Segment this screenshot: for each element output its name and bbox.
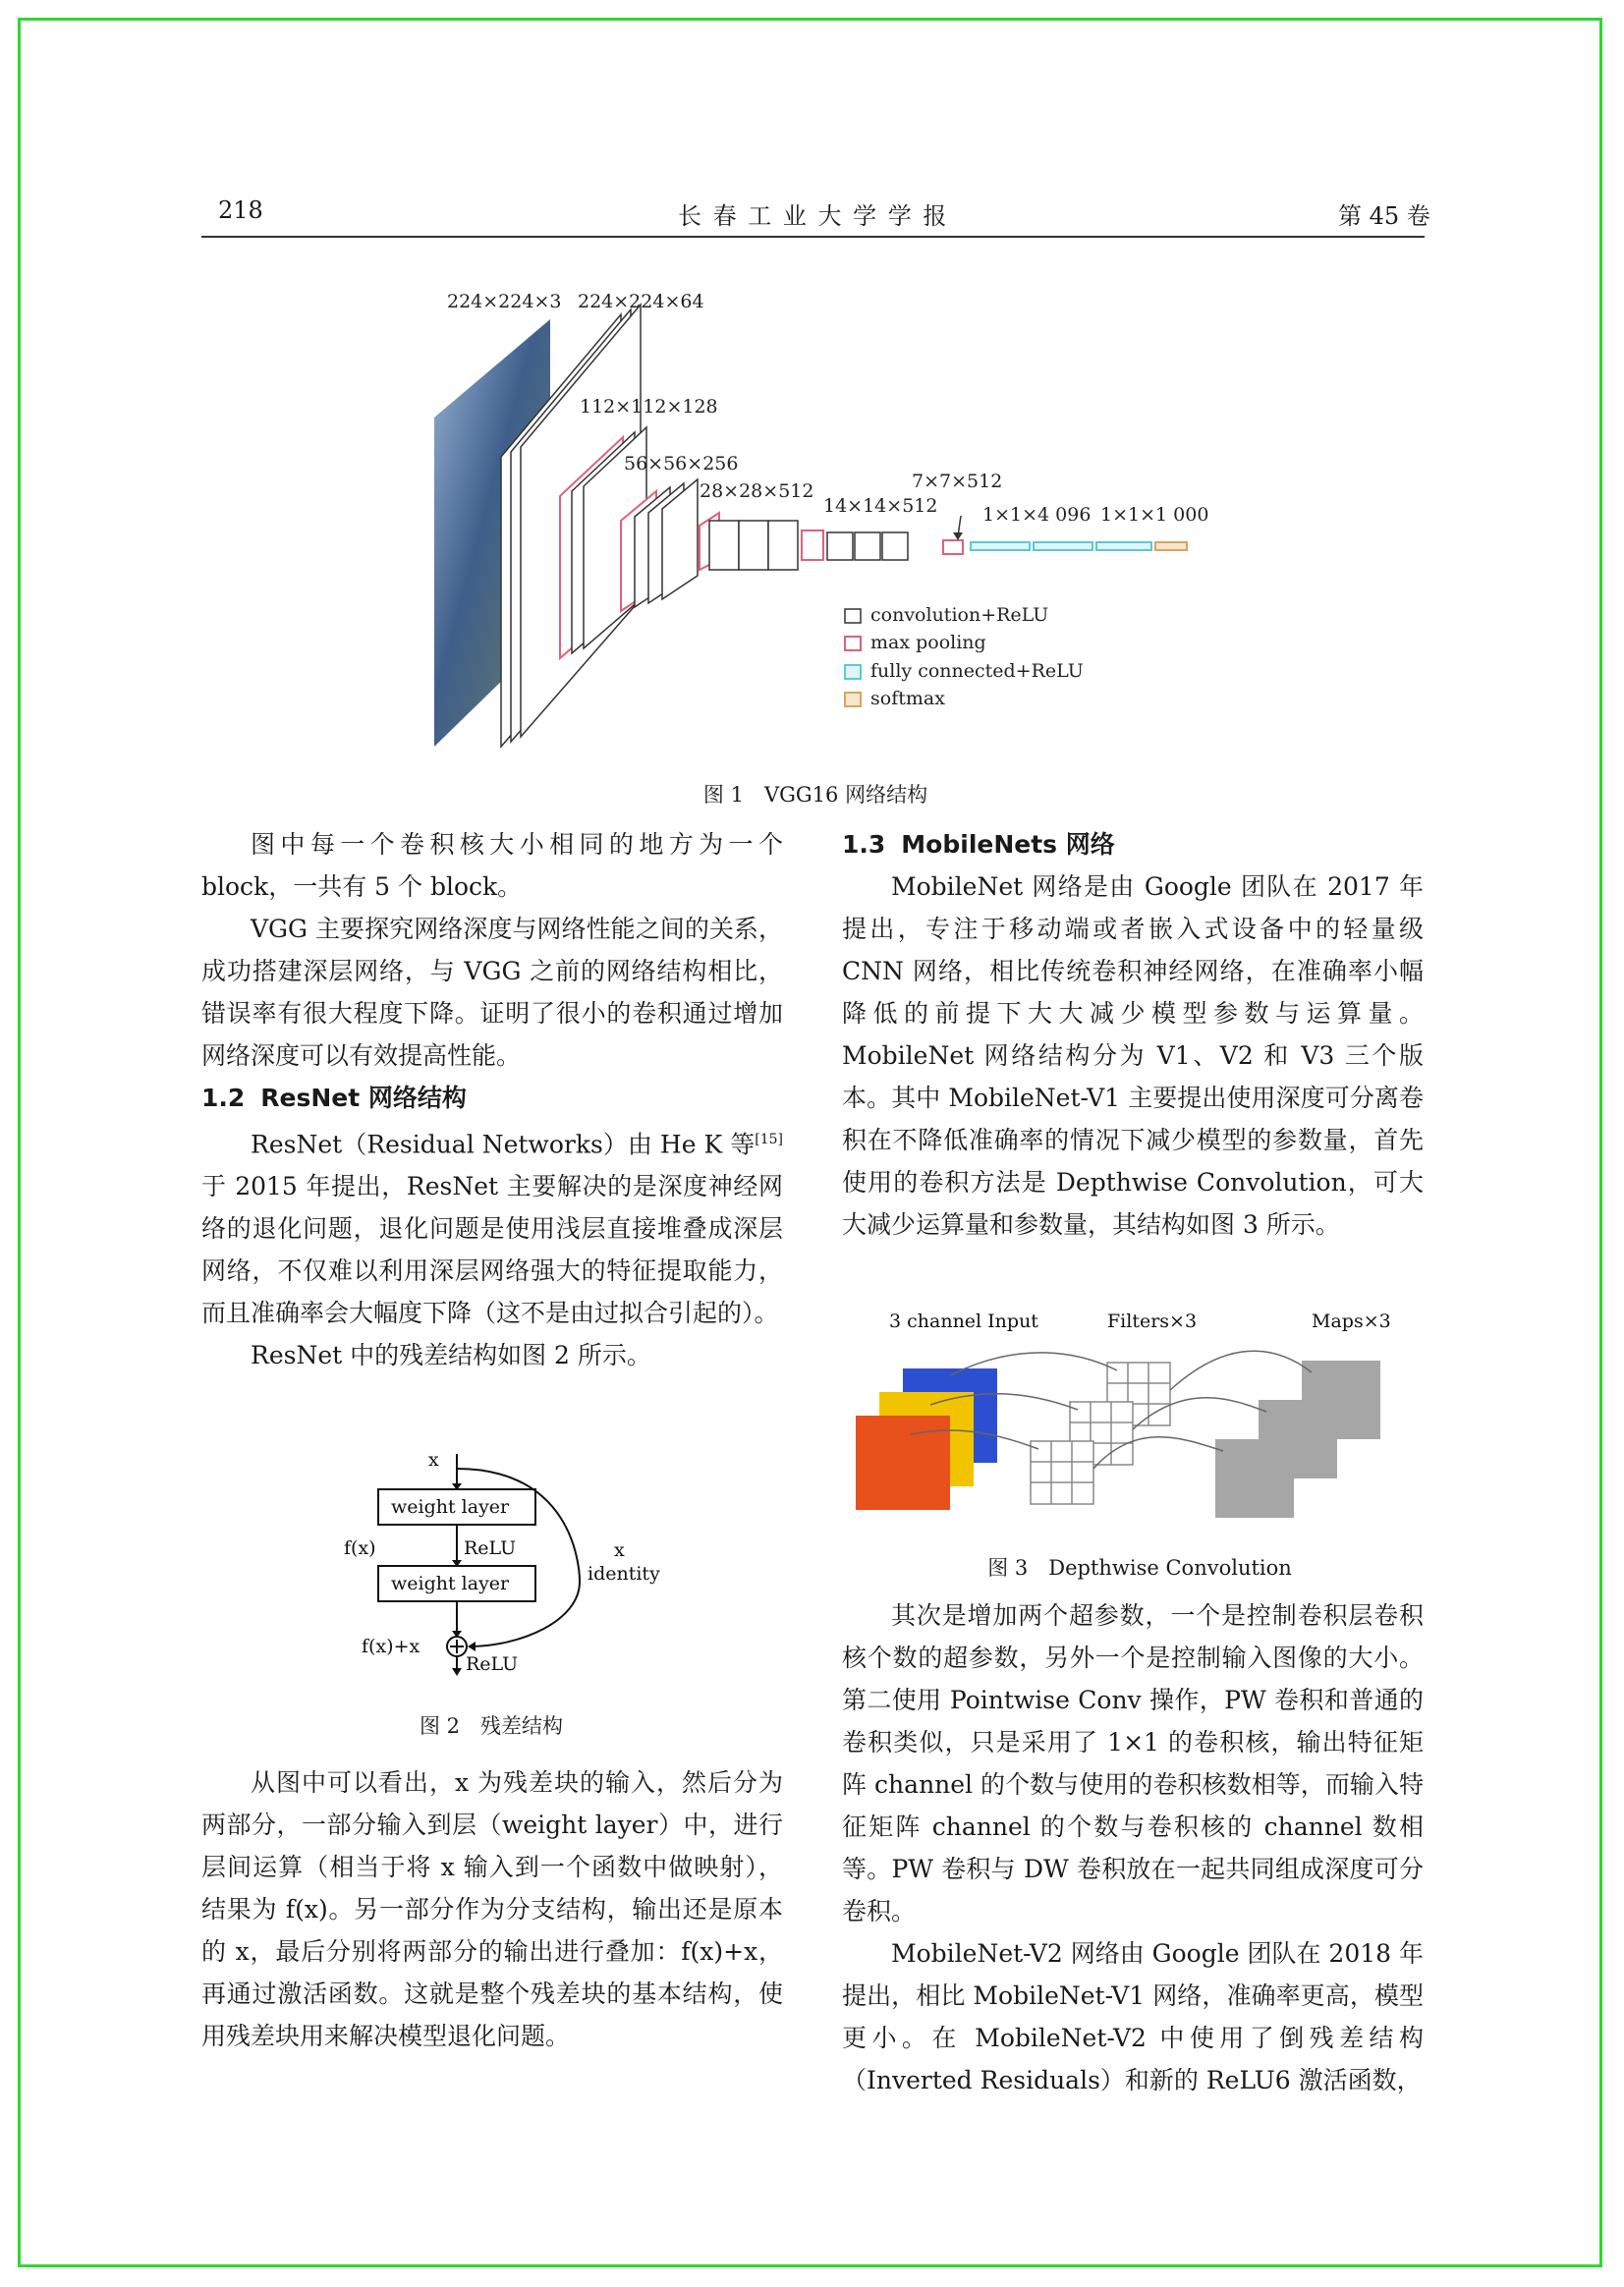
filter-grid-3 [1031, 1441, 1093, 1504]
label-14x14x512: 14×14×512 [823, 495, 938, 517]
right-column-lower [842, 1594, 1424, 2101]
residual-block-figure [334, 1444, 688, 1680]
right-paragraph-1: MobileNet 网络是由 Google 团队在 2017 年提出，专注于移动端或者嵌入式设备中的轻量级 CNN 网络，相比传统卷积神经网络，在准确率小幅降低的前提下大大减少模型参数与运算量。MobileNet 网络结构分为 V1、V2 和 V3 三个版本。其中 MobileNet-V1 主要提出使用深度可分离卷积在不降低准确率的情况下减少模型的参数量，首先使用的卷积方法是 Depthwise Convolution，可大大减少运算量和参数量，其结构如图 3 所示。 [842, 872, 1424, 1239]
depthwise-conv-figure [842, 1302, 1424, 1528]
label-56x56x256: 56×56×256 [624, 453, 739, 474]
left-paragraph-4: ResNet 中的残差结构如图 2 所示。 [251, 1341, 651, 1370]
fig2-relu-1: ReLU [464, 1537, 517, 1559]
header-rule [201, 236, 1425, 238]
left-column [201, 823, 783, 1376]
section-heading-1-3 [842, 823, 1424, 865]
section-number: 1.2 [201, 1084, 246, 1112]
section-number: 1.3 [842, 830, 886, 859]
section-title: MobileNets 网络 [901, 830, 1115, 859]
label-1x1x1000: 1×1×1 000 [1100, 504, 1209, 526]
label-112x112x128: 112×112×128 [580, 396, 718, 418]
output-maps [1215, 1361, 1380, 1518]
legend-label-pool: max pooling [870, 632, 986, 653]
figure2-caption: 图 2 残差结构 [419, 1714, 564, 1738]
figure3-caption: 图 3 Depthwise Convolution [987, 1556, 1292, 1580]
legend-label-conv: convolution+ReLU [870, 604, 1049, 626]
label-7x7x512: 7×7×512 [912, 471, 1003, 492]
fig2-identity-x: x [614, 1539, 625, 1561]
left-paragraph-2: VGG 主要探究网络深度与网络性能之间的关系，成功搭建深层网络，与 VGG 之前的网络结构相比，错误率有很大程度下降。证明了很小的卷积通过增加网络深度可以有效提高性能。 [201, 915, 783, 1070]
left-column-lower [201, 1761, 783, 2057]
fig3-input-label: 3 channel Input [889, 1311, 1038, 1332]
fig3-filters-label: Filters×3 [1107, 1311, 1198, 1332]
left-paragraph-5: 从图中可以看出，x 为残差块的输入，然后分为两部分，一部分输入到层（weight layer）中，进行层间运算（相当于将 x 输入到一个函数中做映射），结果为 f(x)。另一部分作为分支结构，输出还是原本的 x，最后分别将两部分的输出进行叠加：f(x)+x，再通过激活函数。这就是整个残差块的基本结构，使用残差块用来解决模型退化问题。 [201, 1768, 783, 2050]
page-number: 218 [218, 196, 263, 224]
legend-label-softmax: softmax [870, 688, 945, 709]
fig2-identity: identity [588, 1563, 660, 1585]
figure1-caption: 图 1 VGG16 网络结构 [702, 783, 928, 807]
section-title: ResNet 网络结构 [260, 1084, 467, 1112]
filter-grids [1031, 1363, 1170, 1504]
legend-pool [845, 632, 986, 653]
legend-label-fc: fully connected+ReLU [870, 660, 1084, 682]
right-paragraph-2: 其次是增加两个超参数，一个是控制卷积层卷积核个数的超参数，另外一个是控制输入图像的大小。第二使用 Pointwise Conv 操作，PW 卷积和普通的卷积类似，只是采用了 1×1 的卷积核，输出特征矩阵 channel 的个数与使用的卷积核数相等，而输入特征矩阵 channel 的个数与卷积核的 channel 数相等。PW 卷积与 DW 卷积放在一起共同组成深度可分卷积。 [842, 1601, 1424, 1925]
resnet-intro-text-cont: 于 2015 年提出，ResNet 主要解决的是深度神经网络的退化问题，退化问题是使用浅层直接堆叠成深层网络，不仅难以利用深层网络强大的特征提取能力，而且准确率会大幅度下降（这不是由过拟合引起的）。 [201, 1172, 783, 1328]
fig2-weight-layer-2: weight layer [391, 1573, 510, 1594]
input-channels [856, 1368, 997, 1510]
label-28x28x512: 28×28×512 [700, 480, 814, 502]
fig2-weight-layer-1: weight layer [391, 1496, 510, 1518]
right-paragraph-3: MobileNet-V2 网络由 Google 团队在 2018 年提出，相比 MobileNet-V1 网络，准确率更高，模型更小。在 MobileNet-V2 中使用了倒残差结构（Inverted Residuals）和新的 ReLU6 激活函数， [842, 1939, 1424, 2094]
fig3-maps-label: Maps×3 [1312, 1311, 1391, 1332]
label-1x1x4096: 1×1×4 096 [982, 504, 1092, 526]
conv-block-5 [802, 530, 908, 560]
legend-softmax [845, 688, 945, 709]
resnet-intro-text: ResNet（Residual Networks）由 He K 等 [251, 1130, 756, 1159]
fig2-x-label: x [428, 1449, 439, 1471]
channel-orange [856, 1416, 950, 1510]
legend-conv [845, 604, 1048, 626]
right-column [842, 823, 1424, 1246]
section-heading-1-2 [201, 1077, 783, 1119]
left-paragraph-1: 图中每一个卷积核大小相同的地方为一个 block，一共有 5 个 block。 [201, 830, 783, 901]
vgg16-figure [413, 275, 1218, 756]
journal-title: 长 春 工 业 大 学 学 报 [678, 202, 949, 230]
label-224x224x64: 224×224×64 [578, 291, 704, 312]
citation-15: [15] [755, 1132, 783, 1147]
volume-label: 第 45 卷 [1338, 202, 1430, 230]
fig2-fxx-label: f(x)+x [362, 1636, 420, 1657]
left-paragraph-3 [201, 1119, 783, 1334]
fig2-relu-2: ReLU [466, 1653, 519, 1675]
label-224x224x3: 224×224×3 [447, 291, 562, 312]
fig2-fx-label: f(x) [344, 1537, 376, 1559]
output-map-3 [1215, 1439, 1294, 1518]
conv-block-4 [700, 513, 798, 570]
legend-fc [845, 660, 1084, 682]
legend [845, 604, 1084, 709]
